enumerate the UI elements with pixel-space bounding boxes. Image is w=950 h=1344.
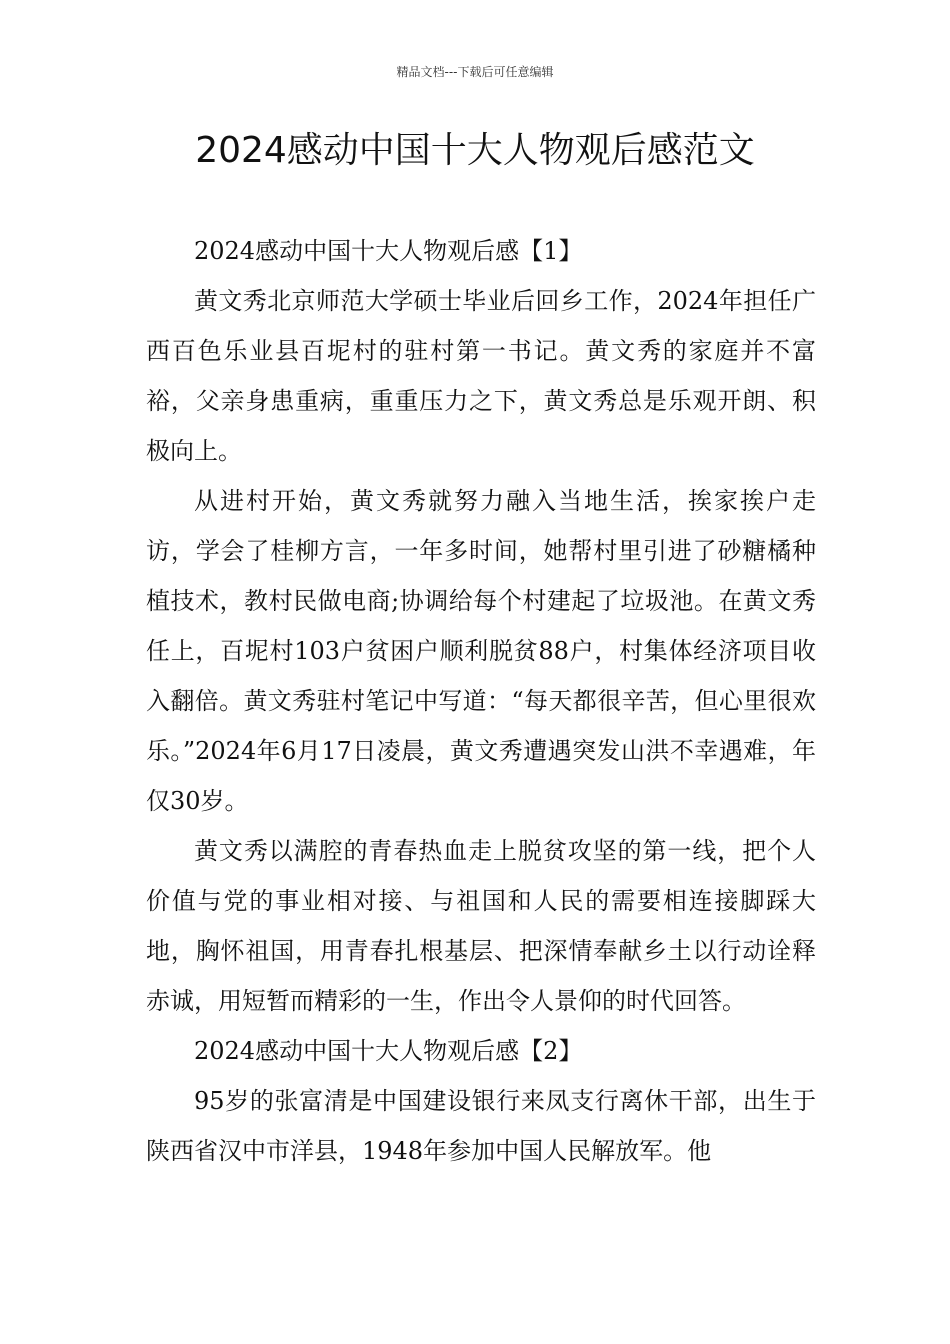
paragraph: 黄文秀以满腔的青春热血走上脱贫攻坚的第一线，把个人价值与党的事业相对接、与祖国和人民的需要相连接脚踩大地，胸怀祖国，用青春扎根基层、把深情奉献乡土以行动诠释赤诚，用短暂而精彩的一生，作出令人景仰的时代回答。 [146,837,816,1015]
document-title: 2024感动中国十大人物观后感范文 [195,130,755,171]
document-body [146,226,816,1176]
header-note: 精品文档---下载后可任意编辑 [396,65,554,79]
paragraph: 95岁的张富清是中国建设银行来凤支行离休干部，出生于陕西省汉中市洋县，1948年参加中国人民解放军。他 [146,1087,816,1165]
section-heading-1: 2024感动中国十大人物观后感【1】 [194,237,583,265]
paragraph: 从进村开始，黄文秀就努力融入当地生活，挨家挨户走访，学会了桂柳方言，一年多时间，她帮村里引进了砂糖橘种植技术，教村民做电商;协调给每个村建起了垃圾池。在黄文秀任上，百坭村103户贫困户顺利脱贫88户，村集体经济项目收入翻倍。黄文秀驻村笔记中写道：“每天都很辛苦，但心里很欢乐。”2024年6月17日凌晨，黄文秀遭遇突发山洪不幸遇难，年仅30岁。 [146,487,816,815]
paragraph: 黄文秀北京师范大学硕士毕业后回乡工作，2024年担任广西百色乐业县百坭村的驻村第一书记。黄文秀的家庭并不富裕，父亲身患重病，重重压力之下，黄文秀总是乐观开朗、积极向上。 [146,287,816,465]
section-heading-2: 2024感动中国十大人物观后感【2】 [194,1037,583,1065]
